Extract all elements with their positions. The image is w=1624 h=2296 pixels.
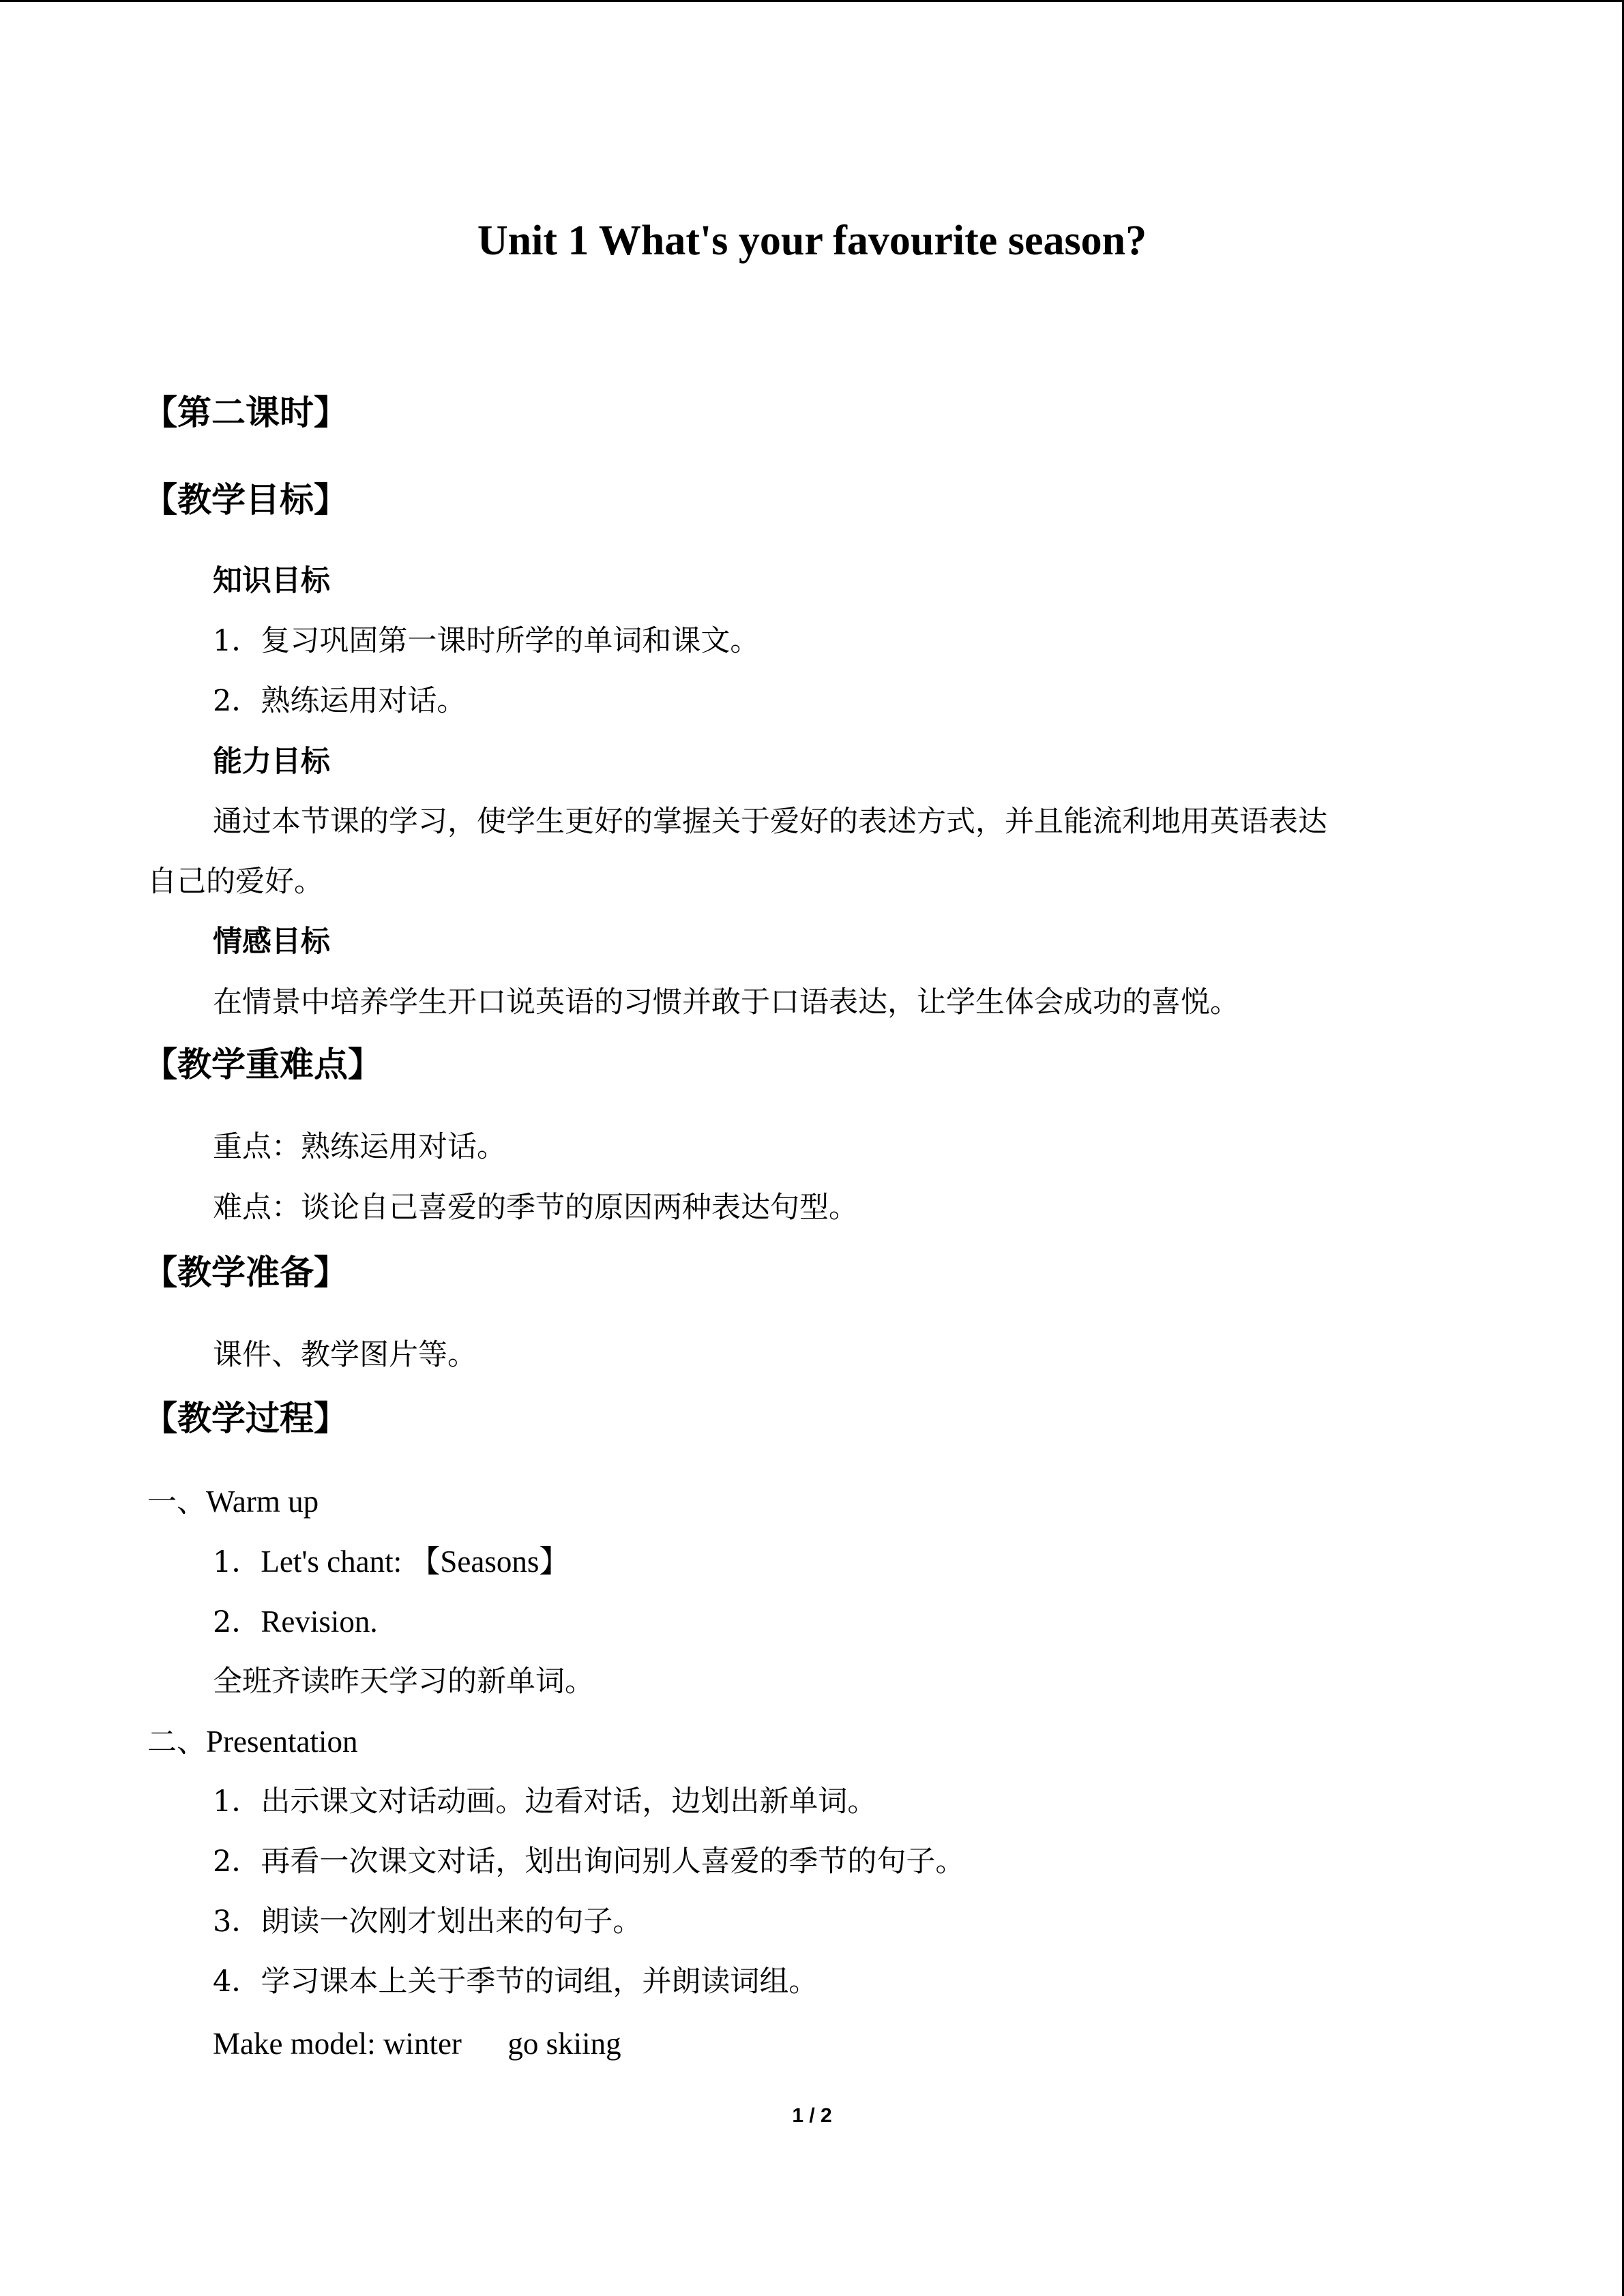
document-title: Unit 1 What's your favourite season? bbox=[477, 218, 1147, 264]
section-heading-objectives: 【教学目标】 bbox=[143, 480, 348, 520]
presentation-item-2: 2．再看一次课文对话，划出询问别人喜爱的季节的句子。 bbox=[213, 1845, 965, 1879]
presentation-heading bbox=[147, 1721, 357, 1763]
make-model-line: Make model: winter go skiing bbox=[213, 2027, 621, 2061]
warmup-title: Warm up bbox=[206, 1485, 319, 1519]
emotion-objective-title: 情感目标 bbox=[213, 925, 330, 959]
presentation-item-3: 3．朗读一次刚才划出来的句子。 bbox=[213, 1905, 643, 1939]
warmup-item-2 bbox=[213, 1601, 378, 1643]
presentation-title: Presentation bbox=[206, 1725, 358, 1759]
key-point-focus: 重点：熟练运用对话。 bbox=[213, 1130, 506, 1164]
warmup-item-2-text: Revision. bbox=[261, 1605, 378, 1639]
section-heading-process: 【教学过程】 bbox=[143, 1399, 348, 1438]
warmup-item-1-text: Let's chant: 【Seasons】 bbox=[261, 1545, 570, 1579]
warmup-prefix: 一、 bbox=[147, 1485, 206, 1519]
warmup-item-2-number: 2． bbox=[213, 1605, 261, 1639]
page-number: 1 / 2 bbox=[792, 2104, 832, 2127]
presentation-item-4: 4．学习课本上关于季节的词组，并朗读词组。 bbox=[213, 1965, 818, 1999]
section-heading-key-points: 【教学重难点】 bbox=[143, 1045, 382, 1084]
ability-objective-title: 能力目标 bbox=[213, 745, 330, 779]
warmup-item-1-number: 1． bbox=[213, 1545, 261, 1579]
warmup-note: 全班齐读昨天学习的新单词。 bbox=[213, 1665, 594, 1699]
warmup-item-1 bbox=[213, 1541, 570, 1583]
section-heading-preparation: 【教学准备】 bbox=[143, 1253, 348, 1292]
presentation-item-1: 1．出示课文对话动画。边看对话，边划出新单词。 bbox=[213, 1785, 877, 1819]
emotion-objective-text: 在情景中培养学生开口说英语的习惯并敢于口语表达，让学生体会成功的喜悦。 bbox=[213, 985, 1239, 1019]
knowledge-objective-title: 知识目标 bbox=[213, 564, 330, 598]
knowledge-objective-item-2: 2．熟练运用对话。 bbox=[213, 684, 467, 718]
key-point-difficulty: 难点：谈论自己喜爱的季节的原因两种表达句型。 bbox=[213, 1191, 858, 1225]
ability-objective-text-line1: 通过本节课的学习，使学生更好的掌握关于爱好的表述方式，并且能流利地用英语表达 bbox=[213, 805, 1327, 839]
preparation-text: 课件、教学图片等。 bbox=[213, 1338, 477, 1372]
presentation-prefix: 二、 bbox=[147, 1725, 206, 1759]
section-heading-lesson: 【第二课时】 bbox=[143, 393, 348, 432]
warmup-heading bbox=[147, 1481, 319, 1523]
top-border bbox=[0, 0, 1624, 2]
knowledge-objective-item-1: 1．复习巩固第一课时所学的单词和课文。 bbox=[213, 624, 760, 658]
ability-objective-text-line2: 自己的爱好。 bbox=[147, 865, 323, 899]
